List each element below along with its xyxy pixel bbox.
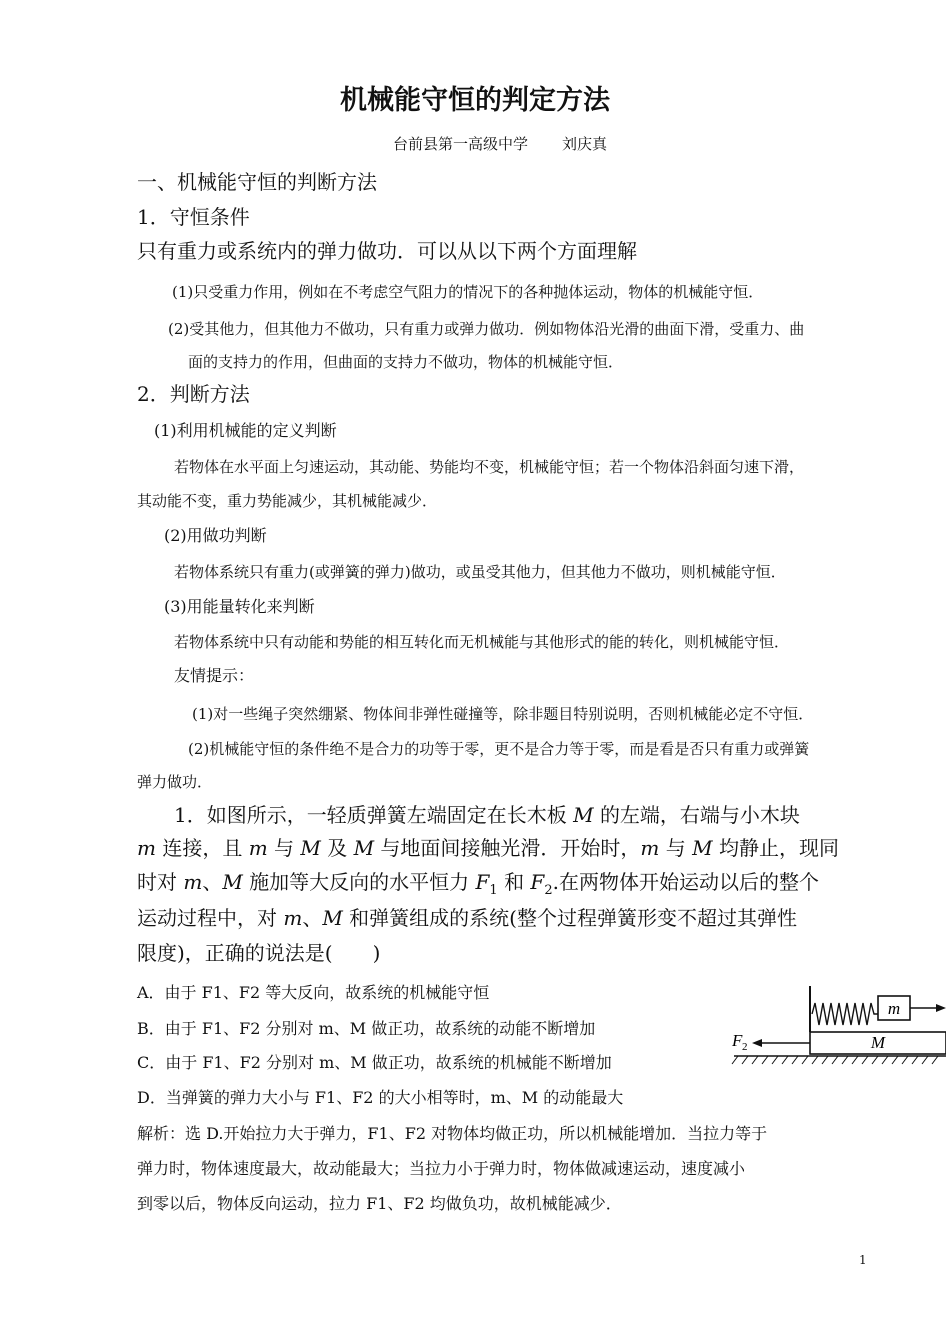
method-1-title: (1)利用机械能的定义判断	[154, 421, 337, 440]
method-1-line2: 其动能不变，重力势能减少，其机械能减少．	[137, 492, 438, 510]
ground-hatching	[732, 1056, 938, 1064]
question-line-5: 限度)，正确的说法是( )	[137, 941, 381, 965]
tip-2-line2: 弹力做功．	[137, 773, 213, 791]
option-d: D．当弹簧的弹力大小与 F1、F2 的大小相等时，m、M 的动能最大	[137, 1088, 624, 1107]
option-b: B．由于 F1、F2 分别对 m、M 做正功，故系统的动能不断增加	[137, 1019, 596, 1038]
force-f2-label: F	[732, 1031, 743, 1050]
subsection-heading-2: 2．判断方法	[137, 382, 250, 406]
method-3-text: 若物体系统中只有动能和势能的相互转化而无机械能与其他形式的能的转化，则机械能守恒．	[174, 633, 790, 651]
page-number: 1	[859, 1253, 867, 1267]
method-2-title: (2)用做功判断	[164, 526, 267, 545]
block-m-label: m	[887, 999, 901, 1018]
tip-title: 友情提示：	[174, 666, 255, 685]
force-f1-arrowhead	[936, 1004, 946, 1012]
tip-1: (1)对一些绳子突然绷紧、物体间非弹性碰撞等，除非题目特别说明，否则机械能必定不守恒．	[192, 705, 814, 723]
analysis-line-3: 到零以后，物体反向运动，拉力 F1、F2 均做负功，故机械能减少．	[137, 1194, 622, 1213]
lead-paragraph: 只有重力或系统内的弹力做功．可以从以下两个方面理解	[137, 239, 637, 263]
method-1-line1: 若物体在水平面上匀速运动，其动能、势能均不变，机械能守恒；若一个物体沿斜面匀速下滑，	[174, 458, 805, 476]
question-line-2: m 连接，且 m 与 M 及 M 与地面间接触光滑．开始时，m 与 M 均静止，现同	[137, 836, 839, 860]
author-line	[0, 133, 950, 154]
tip-2-line1: (2)机械能守恒的条件绝不是合力的功等于零，更不是合力等于零，而是看是否只有重力或弹簧	[188, 740, 810, 758]
question-line-1: 1．如图所示，一轻质弹簧左端固定在长木板 M 的左端，右端与小木块	[174, 803, 800, 827]
board-M-label: M	[870, 1033, 886, 1052]
spring-coil	[812, 1003, 878, 1025]
option-c: C．由于 F1、F2 分别对 m、M 做正功，故系统的机械能不断增加	[137, 1053, 612, 1072]
question-line-3: 时对 m、M 施加等大反向的水平恒力 $F_1$ 和 $F_2$.在两物体开始运动以后的整个	[137, 870, 819, 898]
analysis-line-1: 解析：选 D.开始拉力大于弹力，F1、F2 对物体均做正功，所以机械能增加．当拉力等于	[137, 1124, 768, 1143]
section-heading: 一、机械能守恒的判断方法	[137, 170, 377, 194]
question-line-4: 运动过程中，对 m、M 和弹簧组成的系统(整个过程弹簧形变不超过其弹性	[137, 906, 797, 930]
force-f2-arrowhead	[752, 1039, 762, 1047]
option-a: A．由于 F1、F2 等大反向，故系统的机械能守恒	[137, 983, 490, 1002]
page-title: 机械能守恒的判定方法	[340, 85, 610, 116]
force-f2-subscript: 2	[742, 1041, 748, 1053]
author-school: 台前县第一高级中学	[392, 135, 528, 153]
spring-board-diagram	[728, 986, 946, 1070]
method-3-title: (3)用能量转化来判断	[164, 597, 315, 616]
subsection-heading-1: 1．守恒条件	[137, 205, 250, 229]
method-2-text: 若物体系统只有重力(或弹簧的弹力)做功，或虽受其他力，但其他力不做功，则机械能守恒．	[174, 563, 786, 581]
condition-2-line1: (2)受其他力，但其他力不做功，只有重力或弹力做功．例如物体沿光滑的曲面下滑，受重力、曲	[168, 320, 805, 338]
analysis-line-2: 弹力时，物体速度最大，故动能最大；当拉力小于弹力时，物体做减速运动，速度减小	[137, 1159, 746, 1178]
condition-2-line2: 面的支持力的作用，但曲面的支持力不做功，物体的机械能守恒．	[188, 353, 624, 371]
condition-1: (1)只受重力作用，例如在不考虑空气阻力的情况下的各种抛体运动，物体的机械能守恒．	[172, 283, 764, 301]
author-name: 刘庆真	[562, 135, 608, 153]
